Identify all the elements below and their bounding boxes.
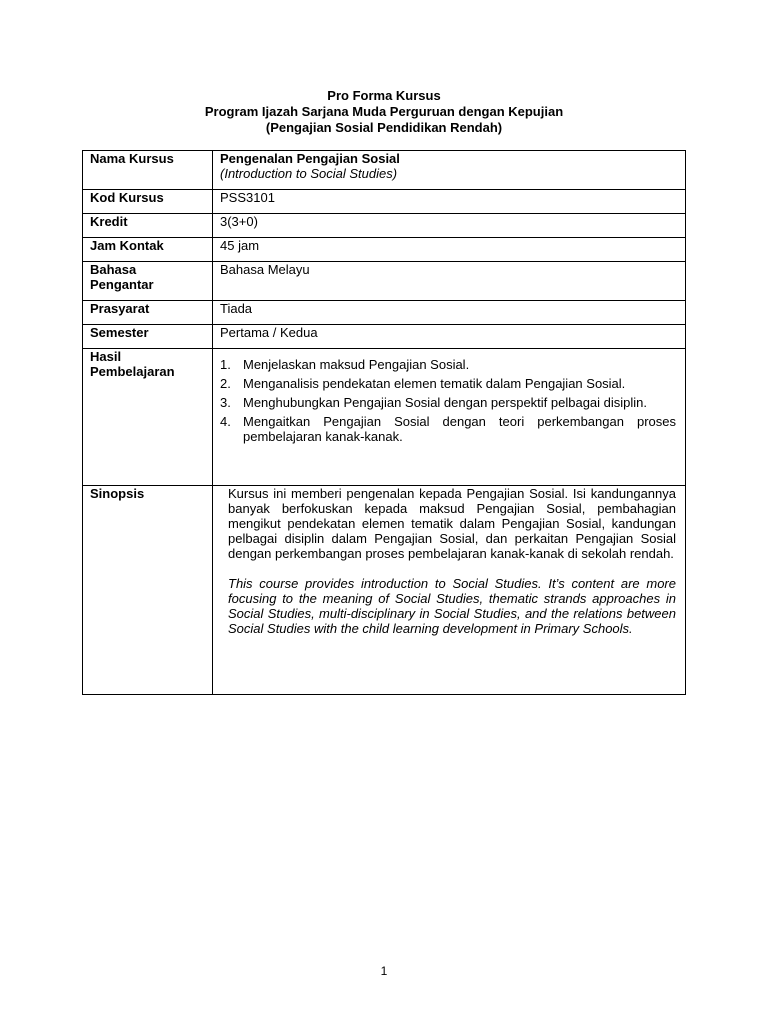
sinopsis-content [220, 486, 678, 636]
list-item [220, 414, 678, 444]
value-nama-kursus [213, 151, 686, 190]
page-title: Pro Forma Kursus [327, 88, 441, 103]
value-jam-kontak: 45 jam [213, 238, 686, 262]
learning-outcomes-list [220, 357, 678, 444]
value-hasil-pembelajaran [213, 349, 686, 486]
label-bahasa-line2: Pengantar [90, 277, 154, 292]
program-title: Program Ijazah Sarjana Muda Perguruan dengan Kepujian [204, 104, 564, 119]
table-row-nama-kursus [83, 151, 686, 190]
label-hasil-pembelajaran [83, 349, 213, 486]
table-row-semester [83, 325, 686, 349]
list-item-text: Mengaitkan Pengajian Sosial dengan teori perkembangan proses pembelajaran kanak-kanak. [243, 414, 676, 444]
program-subtitle: (Pengajian Sosial Pendidikan Rendah) [265, 120, 503, 135]
label-kod-kursus: Kod Kursus [83, 190, 213, 214]
list-item [220, 395, 678, 410]
course-name-english: (Introduction to Social Studies) [220, 166, 398, 181]
table-row-hasil-pembelajaran [83, 349, 686, 486]
page-number: 1 [380, 964, 388, 978]
list-item-number: 1. [220, 357, 231, 372]
page-header [0, 88, 768, 136]
value-sinopsis [213, 486, 686, 695]
list-item [220, 357, 678, 372]
table-row-kod-kursus [83, 190, 686, 214]
value-semester: Pertama / Kedua [213, 325, 686, 349]
list-item-text: Menjelaskan maksud Pengajian Sosial. [243, 357, 470, 372]
sinopsis-malay: Kursus ini memberi pengenalan kepada Pengajian Sosial. Isi kandungannya banyak berfokuskan kepada maksud Pengajian Sosial, pembahagian mengikut pendekatan elemen tematik dalam Pengajian Sosial, kandungan pelbagai disiplin dalam Pengajian Sosial, dan perkaitan Pengajian Sosial dengan perkembangan proses pembelajaran kanak-kanak di sekolah rendah. [228, 486, 676, 561]
sinopsis-english: This course provides introduction to Social Studies. It’s content are more focusing to the meaning of Social Studies, thematic strands approaches in Social Studies, multi-disciplinary in Social Studies, and the relations between Social Studies with the child learning development in Primary Schools. [228, 576, 676, 636]
table-row-kredit [83, 214, 686, 238]
label-bahasa-pengantar [83, 262, 213, 301]
label-hasil-line2: Pembelajaran [90, 364, 175, 379]
label-semester: Semester [83, 325, 213, 349]
list-item-number: 3. [220, 395, 231, 410]
course-pro-forma-table [82, 150, 686, 695]
table-row-jam-kontak [83, 238, 686, 262]
list-item-number: 2. [220, 376, 231, 391]
table-row-sinopsis [83, 486, 686, 695]
course-name: Pengenalan Pengajian Sosial [220, 151, 400, 166]
label-prasyarat: Prasyarat [83, 301, 213, 325]
value-kod-kursus: PSS3101 [213, 190, 686, 214]
label-sinopsis: Sinopsis [83, 486, 213, 695]
label-bahasa-line1: Bahasa [90, 262, 137, 277]
value-bahasa-pengantar: Bahasa Melayu [213, 262, 686, 301]
value-prasyarat: Tiada [213, 301, 686, 325]
list-item-text: Menghubungkan Pengajian Sosial dengan perspektif pelbagai disiplin. [243, 395, 648, 410]
list-item [220, 376, 678, 391]
table-row-bahasa-pengantar [83, 262, 686, 301]
value-kredit: 3(3+0) [213, 214, 686, 238]
list-item-number: 4. [220, 414, 231, 429]
label-jam-kontak: Jam Kontak [83, 238, 213, 262]
table-row-prasyarat [83, 301, 686, 325]
list-item-text: Menganalisis pendekatan elemen tematik dalam Pengajian Sosial. [243, 376, 626, 391]
label-kredit: Kredit [83, 214, 213, 238]
label-hasil-line1: Hasil [90, 349, 122, 364]
label-nama-kursus: Nama Kursus [83, 151, 213, 190]
